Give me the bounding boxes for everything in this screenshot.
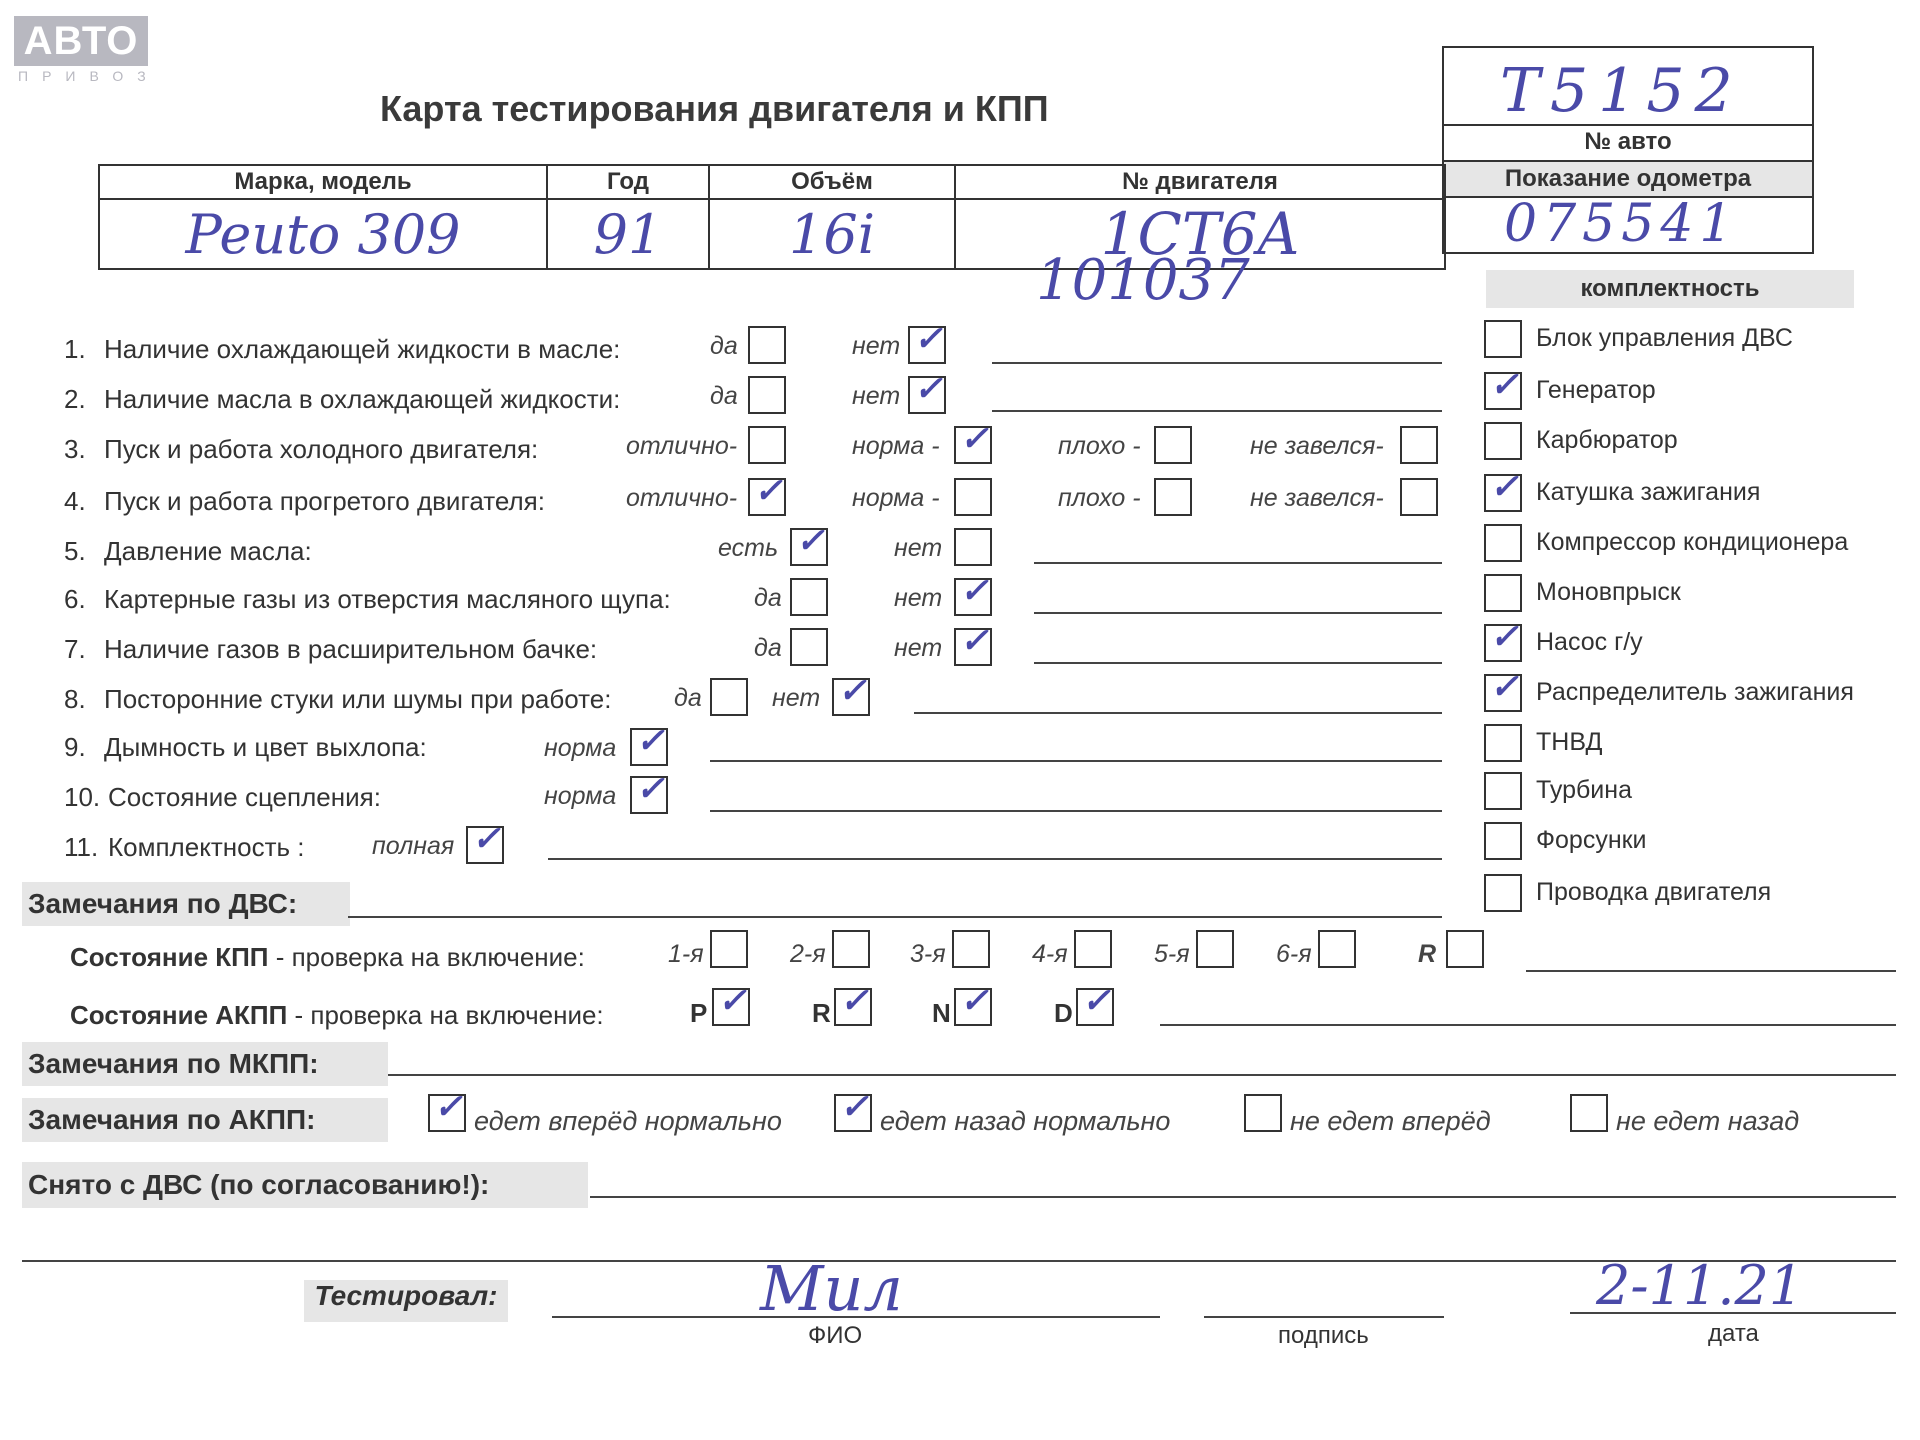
q3-normal-checkbox[interactable] — [954, 419, 992, 464]
option-label: норма - — [852, 484, 940, 512]
completeness-checkbox[interactable] — [1484, 617, 1522, 662]
option-label: отлично- — [626, 432, 738, 460]
q4-not-started-checkbox[interactable] — [1400, 478, 1438, 516]
akpp-remark-checkbox[interactable] — [1570, 1094, 1608, 1132]
akpp-position-checkbox[interactable] — [1076, 981, 1114, 1026]
q5-line — [1034, 562, 1442, 564]
akpp-position-checkbox[interactable] — [954, 981, 992, 1026]
q9-line — [710, 760, 1442, 762]
q11-full-checkbox[interactable] — [466, 819, 504, 864]
check-mark-icon: ✓ — [840, 1087, 869, 1127]
option-label: плохо - — [1058, 484, 1141, 512]
kpp-gear-label: 6-я — [1276, 940, 1312, 968]
col-make-model: Марка, модель — [99, 165, 547, 199]
option-label: да — [710, 332, 738, 360]
q3-excellent-checkbox[interactable] — [748, 426, 786, 464]
car-number-label: № авто — [1584, 128, 1672, 155]
question-text: Давление масла: — [104, 536, 312, 566]
option-label: норма - — [852, 432, 940, 460]
question-number: 4. — [64, 486, 86, 516]
q2-no-checkbox[interactable] — [908, 369, 946, 414]
kpp-gear-checkbox[interactable] — [832, 930, 870, 968]
akpp-label — [70, 1000, 604, 1031]
option-label: нет — [772, 684, 821, 712]
sign-line — [1204, 1316, 1444, 1318]
dvs-remarks-label: Замечания по ДВС: — [22, 882, 350, 926]
date-value: 2-11.21 — [1596, 1254, 1804, 1317]
option-label: да — [674, 684, 702, 712]
q11-line — [548, 858, 1442, 860]
question-text: Наличие газов в расширительном бачке: — [104, 634, 598, 664]
removed-label: Снято с ДВС (по согласованию!): — [22, 1162, 588, 1208]
completeness-checkbox[interactable] — [1484, 467, 1522, 512]
completeness-checkbox[interactable] — [1484, 772, 1522, 810]
completeness-item-label: Форсунки — [1536, 826, 1647, 854]
q8-no-checkbox[interactable] — [832, 671, 870, 716]
check-mark-icon: ✓ — [796, 521, 825, 561]
q4-bad-checkbox[interactable] — [1154, 478, 1192, 516]
option-label: плохо - — [1058, 432, 1141, 460]
completeness-item-label: ТНВД — [1536, 728, 1603, 756]
q7-no-checkbox[interactable] — [954, 621, 992, 666]
page-title: Карта тестирования двигателя и КПП — [380, 88, 1049, 129]
check-mark-icon: ✓ — [960, 419, 989, 459]
completeness-item-label: Распределитель зажигания — [1536, 678, 1854, 706]
kpp-gear-label: R — [1418, 940, 1437, 968]
completeness-checkbox[interactable] — [1484, 524, 1522, 562]
check-mark-icon: ✓ — [1490, 667, 1519, 707]
completeness-item-label: Катушка зажигания — [1536, 478, 1761, 506]
logo-main: АВТО — [14, 16, 148, 66]
check-mark-icon: ✓ — [838, 671, 867, 711]
option-label: отлично- — [626, 484, 738, 512]
kpp-label-bold: Состояние КПП — [70, 942, 269, 972]
q2-yes-checkbox[interactable] — [748, 376, 786, 414]
car-number-box — [1442, 46, 1814, 254]
akpp-remark-checkbox[interactable] — [428, 1087, 466, 1132]
q3-not-started-checkbox[interactable] — [1400, 426, 1438, 464]
kpp-label — [70, 942, 585, 973]
kpp-gear-label: 2-я — [790, 940, 826, 968]
engine-number-extra: 101037 — [1036, 248, 1250, 313]
completeness-checkbox[interactable] — [1484, 320, 1522, 358]
question-number: 2. — [64, 384, 86, 414]
option-label: нет — [852, 382, 901, 410]
completeness-item-label: Генератор — [1536, 376, 1656, 404]
check-mark-icon: ✓ — [914, 369, 943, 409]
logo — [14, 16, 160, 84]
kpp-label-rest: - проверка на включение: — [268, 942, 585, 972]
completeness-item-label: Насос г/у — [1536, 628, 1643, 656]
completeness-checkbox[interactable] — [1484, 365, 1522, 410]
akpp-remark-checkbox[interactable] — [1244, 1094, 1282, 1132]
question-number: 11. — [64, 832, 99, 862]
car-number-value: T5152 — [1500, 56, 1743, 126]
dvs-remarks-line — [348, 916, 1442, 918]
completeness-checkbox[interactable] — [1484, 667, 1522, 712]
fio-label: ФИО — [808, 1322, 863, 1349]
option-label: да — [754, 634, 782, 662]
option-label: нет — [894, 584, 943, 612]
kpp-gear-checkbox[interactable] — [952, 930, 990, 968]
completeness-item-label: Моновпрыск — [1536, 578, 1681, 606]
date-label: дата — [1708, 1320, 1759, 1347]
col-engine-number: № двигателя — [955, 165, 1445, 199]
completeness-item-label: Карбюратор — [1536, 426, 1678, 454]
question-text: Пуск и работа холодного двигателя: — [104, 434, 539, 464]
q6-yes-checkbox[interactable] — [790, 578, 828, 616]
akpp-remark-checkbox[interactable] — [834, 1087, 872, 1132]
option-label: не завелся- — [1250, 484, 1384, 512]
akpp-label-rest: - проверка на включение: — [287, 1000, 604, 1030]
akpp-position-checkbox[interactable] — [712, 981, 750, 1026]
akpp-remark-label: не едет вперёд — [1290, 1106, 1491, 1136]
check-mark-icon: ✓ — [1490, 365, 1519, 405]
completeness-item-label: Турбина — [1536, 776, 1632, 804]
car-number-divider — [1444, 124, 1812, 126]
kpp-gear-label: 5-я — [1154, 940, 1190, 968]
q5-present-checkbox[interactable] — [790, 521, 828, 566]
question-number: 6. — [64, 584, 86, 614]
question-text: Состояние сцепления: — [108, 782, 381, 812]
kpp-gear-checkbox[interactable] — [1196, 930, 1234, 968]
completeness-checkbox[interactable] — [1484, 574, 1522, 612]
completeness-item-label: Компрессор кондиционера — [1536, 528, 1849, 556]
kpp-gear-checkbox[interactable] — [1074, 930, 1112, 968]
check-mark-icon: ✓ — [718, 981, 747, 1021]
completeness-title: комплектность — [1486, 270, 1854, 308]
date-line — [1570, 1312, 1896, 1314]
check-mark-icon: ✓ — [1082, 981, 1111, 1021]
check-mark-icon: ✓ — [840, 981, 869, 1021]
kpp-gear-checkbox[interactable] — [1318, 930, 1356, 968]
akpp-position-label: N — [932, 998, 951, 1028]
check-mark-icon: ✓ — [1490, 617, 1519, 657]
akpp-position-label: D — [1054, 998, 1073, 1028]
completeness-item-label: Проводка двигателя — [1536, 878, 1772, 906]
fio-value: Мил — [760, 1252, 903, 1325]
question-text: Посторонние стуки или шумы при работе: — [104, 684, 612, 714]
q8-yes-checkbox[interactable] — [710, 678, 748, 716]
question-text: Дымность и цвет выхлопа: — [104, 732, 427, 762]
q9-normal-checkbox[interactable] — [630, 721, 668, 766]
removed-line — [590, 1196, 1896, 1198]
q7-yes-checkbox[interactable] — [790, 628, 828, 666]
q5-no-checkbox[interactable] — [954, 528, 992, 566]
option-label: нет — [894, 634, 943, 662]
mkpp-remarks-label: Замечания по МКПП: — [22, 1042, 388, 1086]
q8-line — [914, 712, 1442, 714]
fio-line — [552, 1316, 1160, 1318]
q4-excellent-checkbox[interactable] — [748, 471, 786, 516]
logo-sub: ПРИВОЗ — [18, 68, 160, 84]
option-label: норма — [544, 782, 617, 810]
option-label: не завелся- — [1250, 432, 1384, 460]
check-mark-icon: ✓ — [960, 621, 989, 661]
completeness-checkbox[interactable] — [1484, 422, 1522, 460]
question-number: 3. — [64, 434, 86, 464]
akpp-line — [1160, 1024, 1896, 1026]
question-text: Наличие охлаждающей жидкости в масле: — [104, 334, 621, 364]
check-mark-icon: ✓ — [434, 1087, 463, 1127]
value-year: 91 — [547, 199, 709, 269]
value-make-model: Peuto 309 — [99, 199, 547, 269]
option-label: нет — [894, 534, 943, 562]
odometer-label: Показание одометра — [1444, 162, 1812, 196]
kpp-gear-label: 3-я — [910, 940, 946, 968]
question-text: Комплектность : — [108, 832, 305, 862]
kpp-gear-label: 1-я — [668, 940, 704, 968]
check-mark-icon: ✓ — [914, 319, 943, 359]
q4-normal-checkbox[interactable] — [954, 478, 992, 516]
value-engine-number: 1CT6A — [955, 199, 1445, 269]
q6-line — [1034, 612, 1442, 614]
akpp-position-checkbox[interactable] — [834, 981, 872, 1026]
option-label: да — [710, 382, 738, 410]
completeness-checkbox[interactable] — [1484, 724, 1522, 762]
question-text: Наличие масла в охлаждающей жидкости: — [104, 384, 621, 414]
check-mark-icon: ✓ — [960, 981, 989, 1021]
akpp-position-label: R — [812, 998, 831, 1028]
check-mark-icon: ✓ — [636, 721, 665, 761]
check-mark-icon: ✓ — [636, 769, 665, 809]
q2-line — [992, 410, 1442, 412]
option-label: норма — [544, 734, 617, 762]
sign-label: подпись — [1278, 1322, 1369, 1349]
akpp-remarks-label: Замечания по АКПП: — [22, 1098, 388, 1142]
completeness-checkbox[interactable] — [1484, 822, 1522, 860]
kpp-gear-checkbox[interactable] — [710, 930, 748, 968]
tested-label: Тестировал: — [304, 1280, 508, 1322]
q10-line — [710, 810, 1442, 812]
kpp-gear-label: 4-я — [1032, 940, 1068, 968]
q6-no-checkbox[interactable] — [954, 571, 992, 616]
akpp-position-label: P — [690, 998, 708, 1028]
q1-yes-checkbox[interactable] — [748, 326, 786, 364]
check-mark-icon: ✓ — [960, 571, 989, 611]
value-volume: 16i — [709, 199, 955, 269]
q3-bad-checkbox[interactable] — [1154, 426, 1192, 464]
option-label: полная — [372, 832, 455, 860]
question-text: Картерные газы из отверстия масляного щупа: — [104, 584, 671, 614]
q7-line — [1034, 662, 1442, 664]
completeness-item-label: Блок управления ДВС — [1536, 324, 1793, 352]
question-number: 7. — [64, 634, 86, 664]
question-number: 5. — [64, 536, 86, 566]
akpp-remark-label: едет назад нормально — [880, 1106, 1171, 1136]
kpp-line — [1526, 970, 1896, 972]
q1-no-checkbox[interactable] — [908, 319, 946, 364]
question-number: 8. — [64, 684, 86, 714]
akpp-remark-label: едет вперёд нормально — [474, 1106, 782, 1136]
kpp-gear-checkbox[interactable] — [1446, 930, 1484, 968]
q10-normal-checkbox[interactable] — [630, 769, 668, 814]
mkpp-remarks-line — [388, 1074, 1896, 1076]
completeness-checkbox[interactable] — [1484, 874, 1522, 912]
option-label: да — [754, 584, 782, 612]
check-mark-icon: ✓ — [1490, 467, 1519, 507]
odometer-value: 075541 — [1504, 194, 1739, 254]
question-text: Пуск и работа прогретого двигателя: — [104, 486, 545, 516]
col-volume: Объём — [709, 165, 955, 199]
check-mark-icon: ✓ — [754, 471, 783, 511]
akpp-label-bold: Состояние АКПП — [70, 1000, 288, 1030]
check-mark-icon: ✓ — [472, 819, 501, 859]
option-label: есть — [718, 534, 779, 562]
col-year: Год — [547, 165, 709, 199]
akpp-remark-label: не едет назад — [1616, 1106, 1800, 1136]
question-number: 10. — [64, 782, 101, 812]
question-number: 1. — [64, 334, 86, 364]
q1-line — [992, 362, 1442, 364]
option-label: нет — [852, 332, 901, 360]
question-number: 9. — [64, 732, 86, 762]
